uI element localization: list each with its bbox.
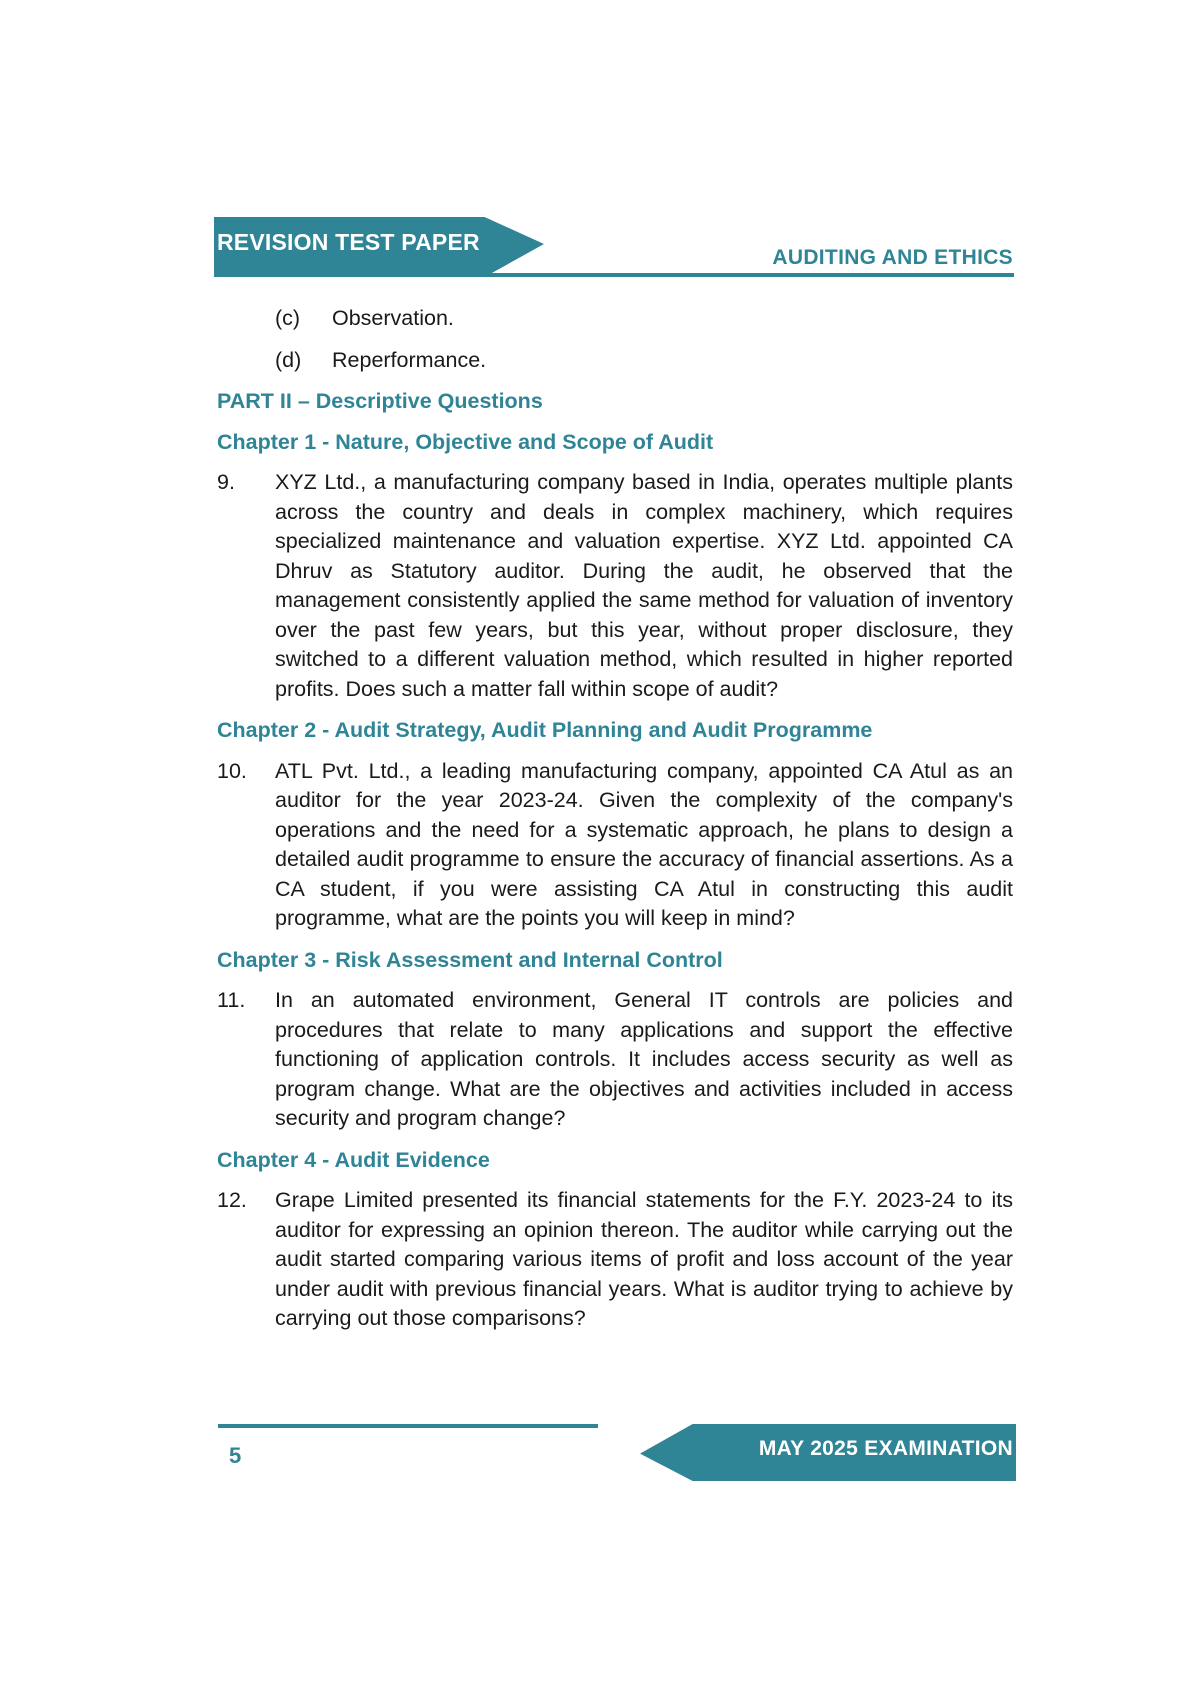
- question-10: [217, 757, 1013, 934]
- option-text: Reperformance.: [332, 347, 487, 372]
- question-text: ATL Pvt. Ltd., a leading manufacturing company, appointed CA Atul as an auditor for the year 2023-24. Given the complexity of the company's operations and the need for a systematic approach, he plans to design a detailed audit programme to ensure the accuracy of financial assertions. As a CA student, if you were assisting CA Atul in constructing this audit programme, what are the points you will keep in mind?: [275, 758, 1013, 930]
- footer-exam-label: MAY 2025 EXAMINATION: [758, 1437, 1013, 1460]
- chapter-heading-4: Chapter 4 - Audit Evidence: [217, 1147, 490, 1172]
- option-c: [275, 304, 1013, 334]
- footer-divider: [218, 1424, 598, 1428]
- option-label: (c): [275, 306, 301, 330]
- question-12: [217, 1186, 1013, 1334]
- option-d: [275, 346, 1013, 376]
- page-number: 5: [229, 1443, 242, 1468]
- page-content: [217, 300, 1013, 1346]
- question-number: 9.: [217, 470, 235, 494]
- question-number: 11.: [217, 988, 246, 1012]
- option-label: (d): [275, 347, 302, 372]
- question-number: 12.: [217, 1188, 247, 1212]
- question-text: In an automated environment, General IT controls are policies and procedures that relate to many applications and support the effective functioning of application controls. It includes access security as well as program change. What are the objectives and activities included in access security and program change?: [275, 988, 1013, 1130]
- chapter-heading-3: Chapter 3 - Risk Assessment and Internal Control: [217, 947, 723, 972]
- question-9: [217, 468, 1013, 704]
- question-11: [217, 986, 1013, 1134]
- chapter-heading-2: Chapter 2 - Audit Strategy, Audit Planning and Audit Programme: [217, 718, 873, 742]
- option-text: Observation.: [332, 306, 454, 330]
- header-banner-title: REVISION TEST PAPER: [217, 229, 480, 255]
- header-subject: AUDITING AND ETHICS: [772, 246, 1013, 269]
- part-heading: PART II – Descriptive Questions: [217, 389, 543, 413]
- question-number: 10.: [217, 758, 247, 783]
- header-divider: [214, 273, 1014, 277]
- chapter-heading-1: Chapter 1 - Nature, Objective and Scope of Audit: [217, 429, 714, 454]
- question-text: Grape Limited presented its financial statements for the F.Y. 2023-24 to its auditor for expressing an opinion thereon. The auditor while carrying out the audit started comparing various items of profit and loss account of the year under audit with previous financial years. What is auditor trying to achieve by carrying out those comparisons?: [275, 1188, 1013, 1330]
- question-text: XYZ Ltd., a manufacturing company based in India, operates multiple plants across the country and deals in complex machinery, which requires specialized maintenance and valuation expertise. XYZ Ltd. appointed CA Dhruv as Statutory auditor. During the audit, he observed that the management consistently applied the same method for valuation of inventory over the past few years, but this year, without proper disclosure, they switched to a different valuation method, which resulted in higher reported profits. Does such a matter fall within scope of audit?: [275, 470, 1013, 701]
